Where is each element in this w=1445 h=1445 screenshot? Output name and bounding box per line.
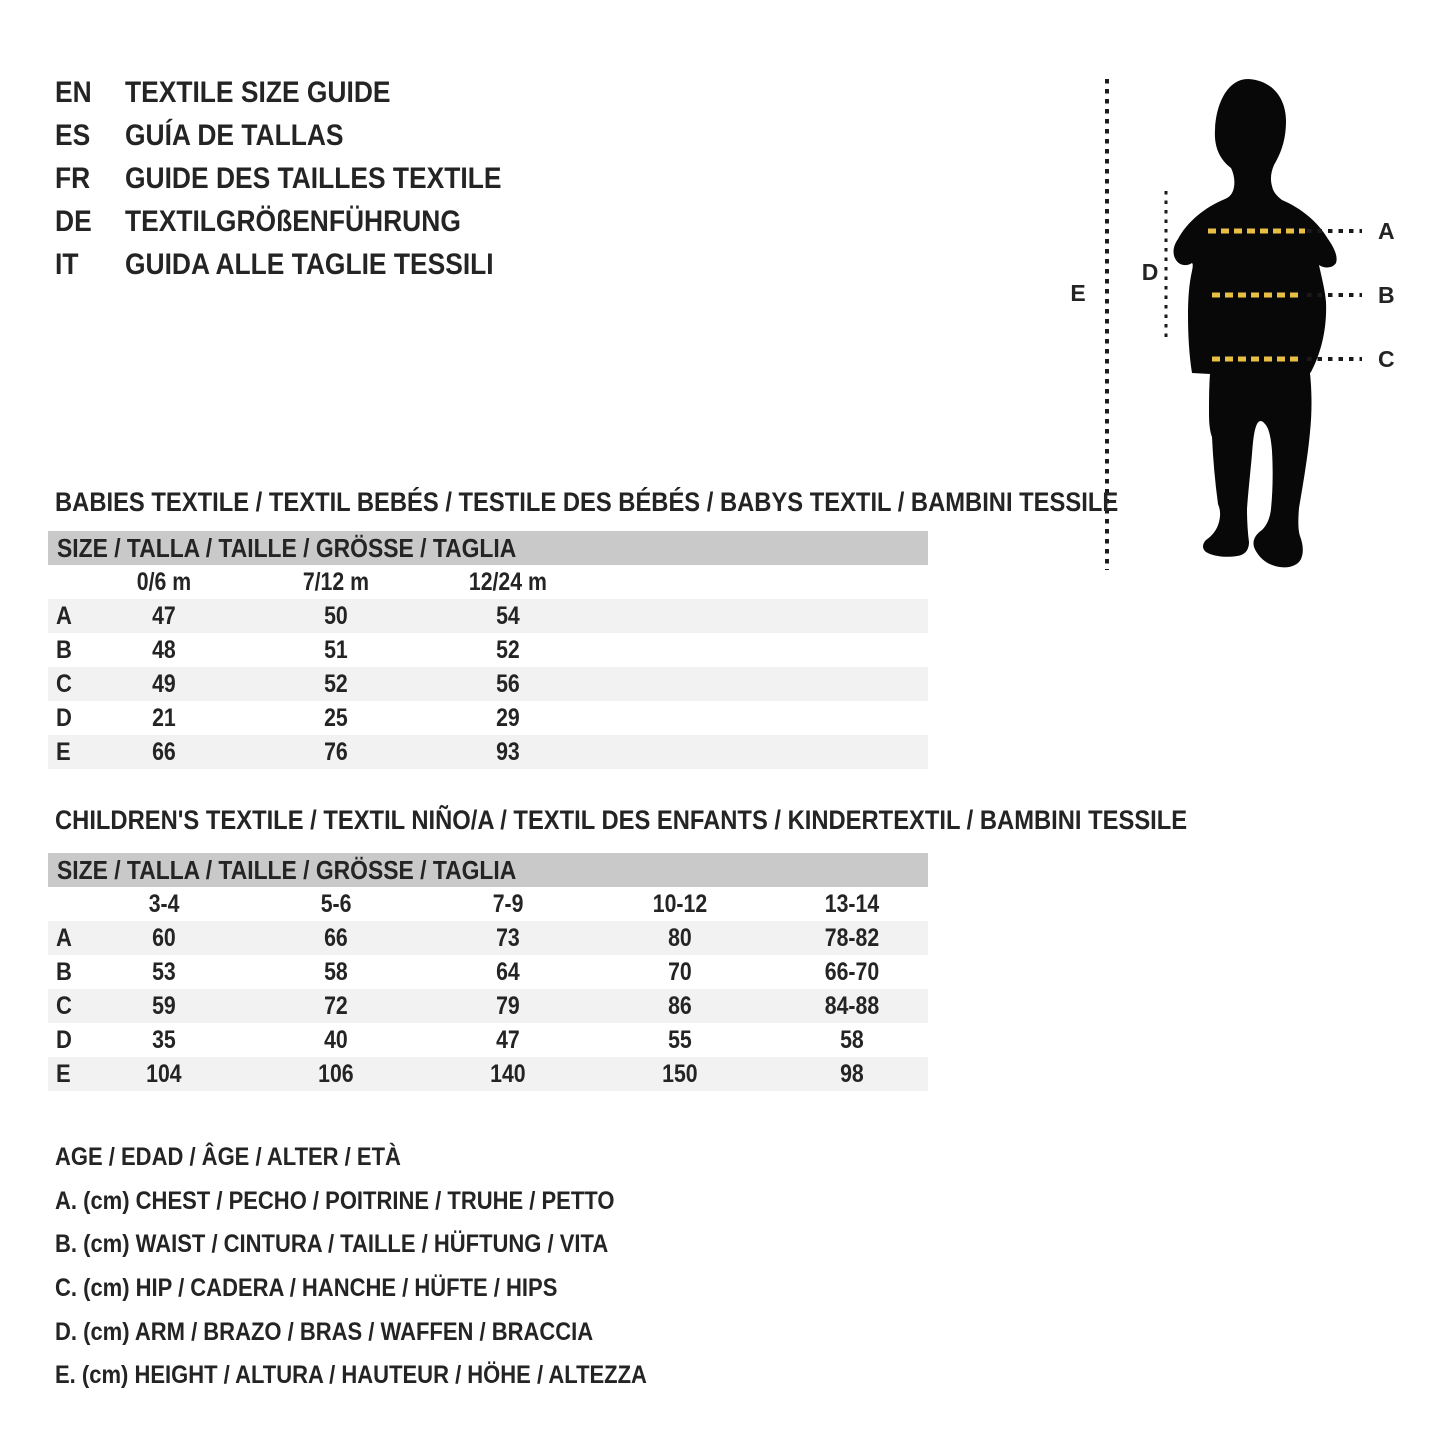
lang-row-en xyxy=(55,71,553,114)
lang-title-es: GUÍA DE TALLAS xyxy=(125,118,344,152)
marker-label-c: C xyxy=(1378,346,1395,372)
babies-col-2: 12/24 m xyxy=(469,567,547,596)
lang-code-de: DE xyxy=(55,204,92,238)
babies-column-header-row xyxy=(48,565,928,599)
children-col-1: 5-6 xyxy=(320,889,352,918)
children-row-d: D 35 40 47 55 58 xyxy=(56,1025,864,1054)
lang-code-es: ES xyxy=(55,118,91,152)
lang-code-en: EN xyxy=(55,75,92,109)
babies-row-d: D 21 25 29 xyxy=(56,703,520,732)
lang-row-es xyxy=(55,114,553,157)
legend-height: E. (cm) HEIGHT / ALTURA / HAUTEUR / HÖHE / ALTEZZA xyxy=(55,1361,647,1390)
children-row-e: E 104 106 140 150 98 xyxy=(48,1057,928,1091)
legend-waist: B. (cm) WAIST / CINTURA / TAILLE / HÜFTUNG / VITA xyxy=(55,1230,609,1259)
babies-size-header-bar: SIZE / TALLA / TAILLE / GRÖSSE / TAGLIA xyxy=(48,531,928,565)
children-size-header-bar: SIZE / TALLA / TAILLE / GRÖSSE / TAGLIA xyxy=(48,853,928,887)
children-row-c: C 59 72 79 86 84-88 xyxy=(48,989,928,1023)
children-row-a: A 60 66 73 80 78-82 xyxy=(48,921,928,955)
babies-row-a: A 47 50 54 xyxy=(48,599,928,633)
babies-section-title: BABIES TEXTILE / TEXTIL BEBÉS / TESTILE DES BÉBÉS / BABYS TEXTIL / BAMBINI TESSILE xyxy=(55,487,1119,517)
marker-label-a: A xyxy=(1378,218,1395,244)
legend-arm: D. (cm) ARM / BRAZO / BRAS / WAFFEN / BRACCIA xyxy=(55,1317,594,1346)
lang-title-it: GUIDA ALLE TAGLIE TESSILI xyxy=(125,247,494,281)
lang-code-it: IT xyxy=(55,247,79,281)
babies-row-b: B 48 51 52 xyxy=(56,635,520,664)
children-col-2: 7-9 xyxy=(492,889,524,918)
marker-label-e: E xyxy=(1070,280,1086,306)
legend-age: AGE / EDAD / ÂGE / ALTER / ETÀ xyxy=(55,1143,401,1172)
lang-row-it xyxy=(55,243,553,286)
children-col-4: 13-14 xyxy=(824,889,880,918)
measurement-figure xyxy=(1060,60,1445,600)
lang-title-de: TEXTILGRÖßENFÜHRUNG xyxy=(125,204,461,238)
lang-title-en: TEXTILE SIZE GUIDE xyxy=(125,75,391,109)
babies-col-0: 0/6 m xyxy=(136,567,192,596)
lang-title-fr: GUIDE DES TAILLES TEXTILE xyxy=(125,161,502,195)
lang-row-de xyxy=(55,200,553,243)
children-column-header-row xyxy=(48,887,928,921)
babies-size-table xyxy=(48,531,928,769)
language-title-list xyxy=(55,71,553,286)
legend-chest: A. (cm) CHEST / PECHO / POITRINE / TRUHE / PETTO xyxy=(55,1186,615,1215)
marker-label-d: D xyxy=(1141,259,1159,285)
marker-label-b: B xyxy=(1378,282,1395,308)
children-size-table xyxy=(48,853,928,1091)
legend-hip: C. (cm) HIP / CADERA / HANCHE / HÜFTE / HIPS xyxy=(55,1274,558,1303)
babies-row-e: E 66 76 93 xyxy=(48,735,928,769)
children-section-title: CHILDREN'S TEXTILE / TEXTIL NIÑO/A / TEXTIL DES ENFANTS / KINDERTEXTIL / BAMBINI TESSILE xyxy=(55,805,1188,835)
children-col-0: 3-4 xyxy=(148,889,180,918)
measurement-legend xyxy=(55,1136,728,1398)
babies-row-c: C 49 52 56 xyxy=(48,667,928,701)
babies-col-1: 7/12 m xyxy=(302,567,370,596)
children-col-3: 10-12 xyxy=(652,889,708,918)
lang-row-fr xyxy=(55,157,553,200)
children-row-b: B 53 58 64 70 66-70 xyxy=(56,957,880,986)
lang-code-fr: FR xyxy=(55,161,91,195)
